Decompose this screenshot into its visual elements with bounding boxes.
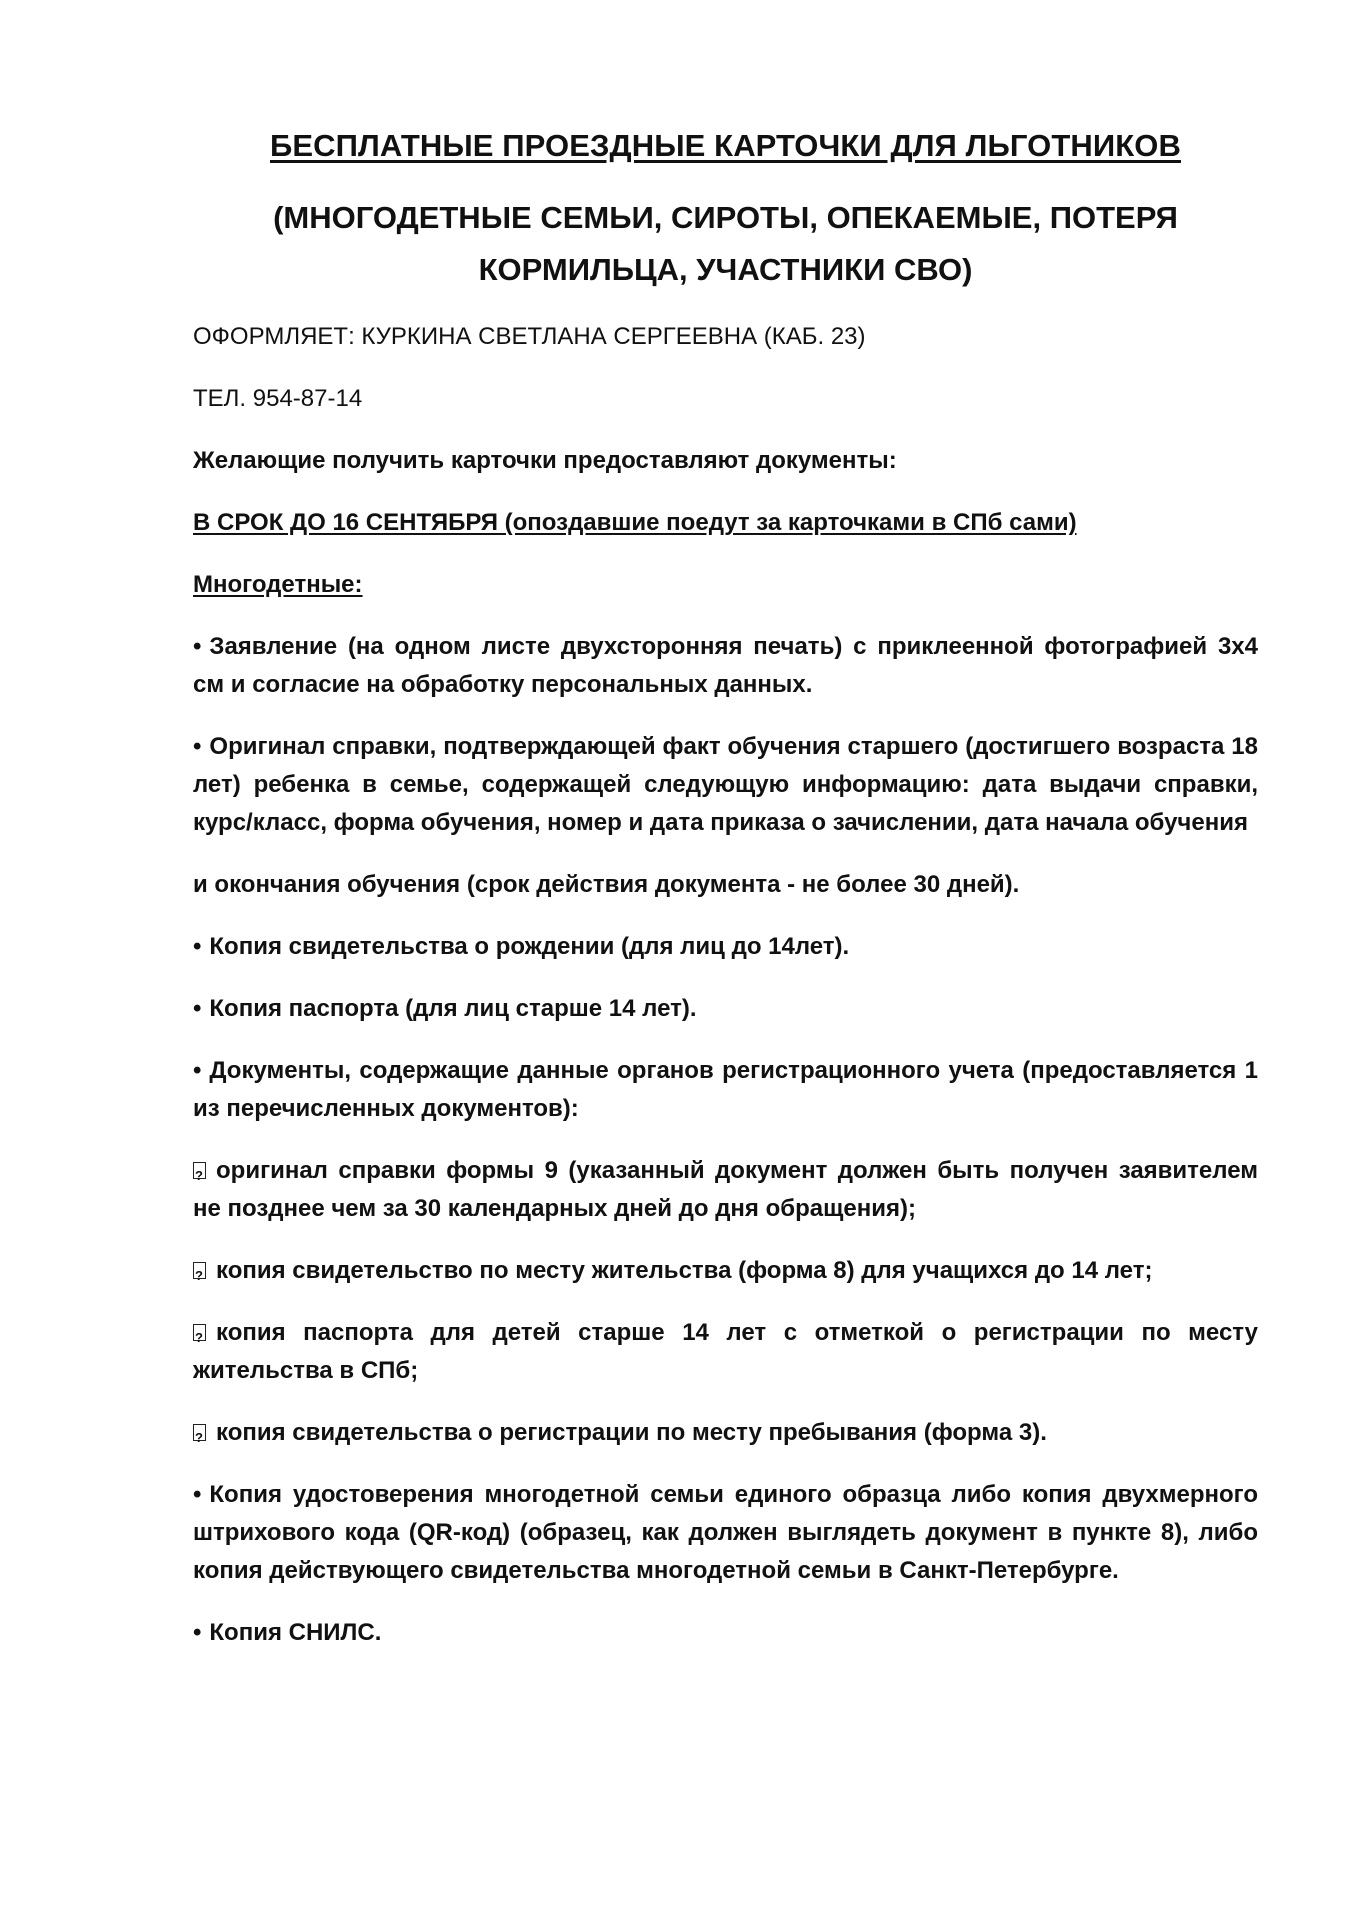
list-item-text: копия свидетельства о регистрации по месту пребывания (форма 3). xyxy=(216,1419,1047,1446)
list-item-text: Оригинал справки, подтверждающей факт обучения старшего (достигшего возраста 18 лет) ребенка в семье, содержащей следующую информацию: дата выдачи справки, курс/класс, форма обучения, номер и дата приказа о зачислении, дата начала обучения xyxy=(193,733,1258,836)
section-heading xyxy=(193,566,1258,604)
list-item xyxy=(193,728,1258,842)
subtitle-line-2: КОРМИЛЬЦА, УЧАСТНИКИ СВО) xyxy=(478,252,973,287)
bullet-icon: • xyxy=(193,1619,202,1646)
missing-glyph-icon xyxy=(193,1424,206,1441)
missing-glyph-icon xyxy=(193,1162,206,1179)
responsible-person: ОФОРМЛЯЕТ: КУРКИНА СВЕТЛАНА СЕРГЕЕВНА (КАБ. 23) xyxy=(193,323,866,350)
list-item xyxy=(193,990,1258,1028)
bullet-icon: • xyxy=(193,1481,202,1508)
intro-text: Желающие получить карточки предоставляют документы: xyxy=(193,447,897,474)
deadline-note: (опоздавшие поедут за карточками в СПб сами) xyxy=(497,509,1077,536)
deadline-line xyxy=(193,504,1258,542)
list-item-text: копия паспорта для детей старше 14 лет с отметкой о регистрации по месту жительства в СПб; xyxy=(193,1319,1258,1384)
list-item-text: Копия свидетельства о рождении (для лиц до 14лет). xyxy=(209,933,850,960)
list-item xyxy=(193,1252,1258,1290)
bullet-icon: • xyxy=(193,633,202,660)
list-item-text: оригинал справки формы 9 (указанный документ должен быть получен заявителем не позднее чем за 30 календарных дней до дня обращения); xyxy=(193,1157,1258,1222)
bullet-icon: • xyxy=(193,733,202,760)
document-list xyxy=(193,628,1258,1652)
list-item-text: Копия СНИЛС. xyxy=(209,1619,382,1646)
section-heading-text: Многодетные: xyxy=(193,571,363,598)
deadline-date: В СРОК ДО 16 СЕНТЯБРЯ xyxy=(193,509,498,536)
list-item-text: Копия удостоверения многодетной семьи единого образца либо копия двухмерного штрихового кода (QR-код) (образец, как должен выглядеть документ в пункте 8), либо копия действующего свидетельства многодетной семьи в Санкт-Петербурге. xyxy=(193,1481,1258,1584)
bullet-icon: • xyxy=(193,995,202,1022)
page-title: БЕСПЛАТНЫЕ ПРОЕЗДНЫЕ КАРТОЧКИ ДЛЯ ЛЬГОТНИКОВ xyxy=(270,128,1181,163)
list-item xyxy=(193,1314,1258,1390)
bullet-icon: • xyxy=(193,1057,202,1084)
bullet-icon: • xyxy=(193,933,202,960)
list-item-text: Заявление (на одном листе двухсторонняя печать) с приклеенной фотографией 3х4 см и согласие на обработку персональных данных. xyxy=(193,633,1258,698)
list-item-text: Документы, содержащие данные органов регистрационного учета (предоставляется 1 из перечисленных документов): xyxy=(193,1057,1258,1122)
missing-glyph-icon xyxy=(193,1262,206,1279)
list-item xyxy=(193,1614,1258,1652)
list-item xyxy=(193,628,1258,704)
list-item xyxy=(193,1414,1258,1452)
list-item xyxy=(193,1152,1258,1228)
list-item-text: Копия паспорта (для лиц старше 14 лет). xyxy=(209,995,697,1022)
page-subtitle xyxy=(193,192,1258,296)
list-item xyxy=(193,1476,1258,1590)
phone-number: ТЕЛ. 954-87-14 xyxy=(193,385,363,412)
missing-glyph-icon xyxy=(193,1324,206,1341)
list-item-text: и окончания обучения (срок действия документа - не более 30 дней). xyxy=(193,871,1020,898)
list-item xyxy=(193,1052,1258,1128)
document-content xyxy=(193,128,1258,1676)
list-item xyxy=(193,866,1258,904)
list-item-text: копия свидетельство по месту жительства (форма 8) для учащихся до 14 лет; xyxy=(216,1257,1153,1284)
subtitle-line-1: (МНОГОДЕТНЫЕ СЕМЬИ, СИРОТЫ, ОПЕКАЕМЫЕ, ПОТЕРЯ xyxy=(273,200,1178,235)
list-item xyxy=(193,928,1258,966)
